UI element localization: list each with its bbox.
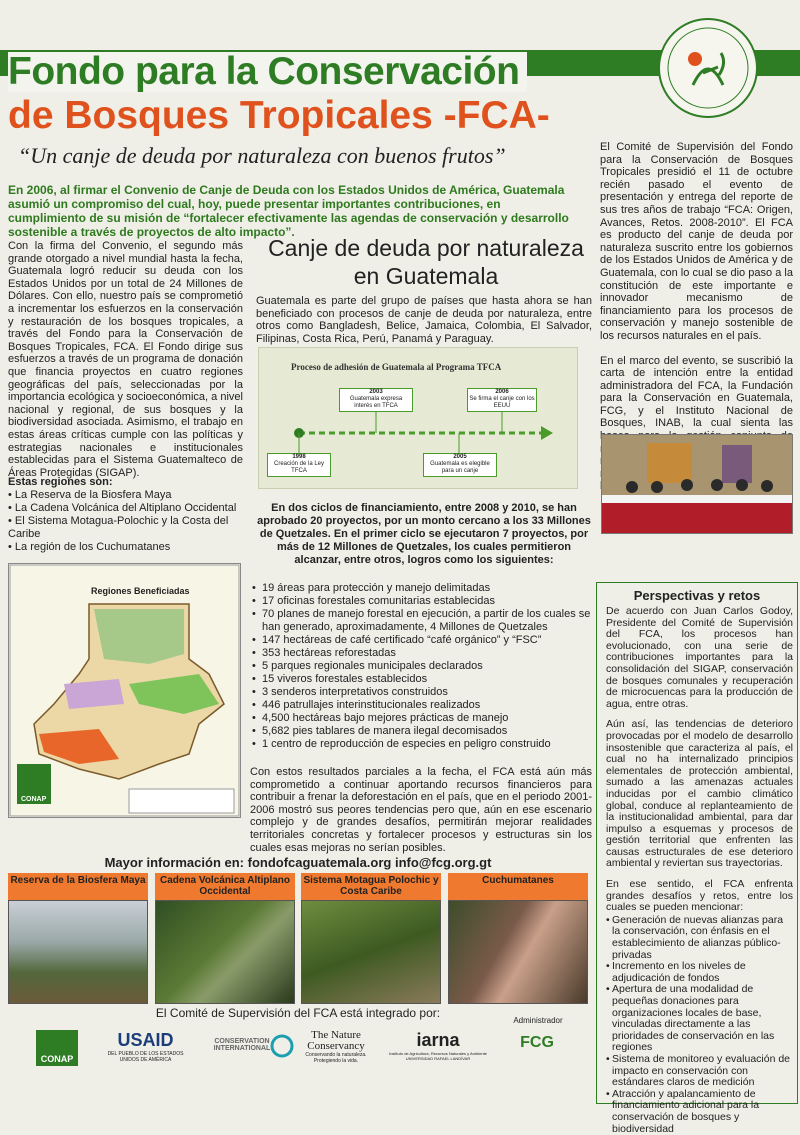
persp-paragraph: De acuerdo con Juan Carlos Godoy, Presidente del Comité de Supervisión del FCA, los procesos han evolucionado, con una serie de contribuciones importantes para la consolidación del SIGAP, conservación de bosques comunales y recuperación de microcuencas para la producción de agua, entre otras.	[606, 605, 793, 710]
region-item: • El Sistema Motagua-Polochic y la Costa del Caribe	[8, 515, 229, 540]
achievement-item: • 15 viveros forestales establecidos	[252, 673, 592, 686]
achievement-item: • 70 planes de manejo forestal en ejecución, a partir de los cuales se han generado, aproximadamente, 4 Millones de Quetzales	[252, 608, 592, 634]
col1-paragraph: Con la firma del Convenio, el segundo más grande otorgado a nivel mundial hasta la fecha, Guatemala logró reducir su deuda con los Estados Unidos por un total de 24 Millones de Dólares. Con ello, nuestro país se comprometió a incrementar los esfuerzos en la conservación y restauración de los bosques tropicales, a través del Fondo para la Conservación de Bosques Tropicales, FCA. El Fondo dirige sus esfuerzos a través de un programa de donación que financia proyectos en cuatro regiones geográficas del país, seleccionadas por la importancia ecológica y socioeconómica, a nivel nacional y regional, de sus bosques y la biodiversidad asociada. Asimismo, el trabajo en estas áreas críticas cumple con las políticas y estrategias nacionales e institucionales establecidas para el Sistema Guatemalteco de Áreas Protegidas (SIGAP).	[8, 240, 243, 479]
results-paragraph: Con estos resultados parciales a la fecha, el FCA está aún más comprometido a continuar aportando recursos financieros para contribuir a frenar la deforestación en el país, que en el periodo 2001-2006 mostró sus peores tendencias pero que, aún en ese escenario complejo y de grandes desafíos, permitirán mejorar realidades territoriales concretas y fortalecer procesos y estructuras sin los cuales esas mejoras no serían posibles.	[250, 766, 592, 854]
event-photo	[601, 434, 793, 534]
page-subtitle: “Un canje de deuda por naturaleza con buenos frutos”	[18, 143, 506, 168]
ci-logo: CONSERVATION INTERNATIONAL	[213, 1038, 271, 1052]
regions-title: Estas regiones son:	[8, 476, 113, 488]
event-year: 2005	[453, 454, 467, 460]
achievement-item: • 4,500 hectáreas bajo mejores prácticas de manejo	[252, 712, 592, 725]
photo-motagua-polochic	[301, 900, 441, 1004]
event-text: Creación de la Ley TFCA	[273, 461, 325, 474]
timeline-box	[267, 453, 331, 477]
event-text: Se firma el canje con los EEUU	[469, 396, 535, 409]
persp-paragraph: En ese sentido, el FCA enfrenta grandes desafíos y retos, entre los cuales se pueden mencionar:	[606, 878, 793, 914]
admin-label: Administrador	[513, 1016, 563, 1025]
challenge-item: • Sistema de monitoreo y evaluación de impacto en conservación con estándares claros de medición	[606, 1054, 793, 1089]
region-label: La Cadena Volcánica del Altiplano Occidental	[14, 502, 237, 514]
event-text: Guatemala es elegible para un canje	[430, 461, 490, 474]
event-photo-image	[602, 435, 792, 533]
canje-title-line2: en Guatemala	[353, 263, 499, 289]
fcg-logo: FCG	[520, 1034, 554, 1051]
committee-label: El Comité de Supervisión del FCA está integrado por:	[155, 1006, 441, 1020]
usaid-subtitle: DEL PUEBLO DE LOS ESTADOS UNIDOS DE AMÉRICA	[107, 1051, 184, 1063]
conap-map-logo: CONAP	[21, 796, 47, 803]
tnc-logo-text: The Nature Conservancy	[307, 1029, 365, 1052]
photo-caption: Cuchumatanes	[448, 873, 588, 900]
region-item: • La Reserva de la Biosfera Maya	[8, 489, 172, 501]
intro-paragraph: En 2006, al firmar el Convenio de Canje de Deuda con los Estados Unidos de América, Guatemala asumió un compromiso del cual, hoy, puede presentar importantes contribuciones, en cumplimiento de su misión de “fortalecer efectivamente las agendas de conservación y desarrollo sostenible a través de proyectos de alto impacto”.	[8, 183, 569, 239]
achievement-item: • 5 parques regionales municipales declarados	[252, 660, 592, 673]
perspectives-title: Perspectivas y retos	[633, 588, 761, 603]
regions-map	[8, 563, 241, 818]
photo-caption: Sistema Motagua Polochic y Costa Caribe	[301, 873, 441, 900]
iarna-logo-text: iarna	[416, 1030, 460, 1050]
event-text: Guatemala expresa interés en TFCA	[349, 396, 403, 409]
canje-title-line1: Canje de deuda por naturaleza	[268, 235, 584, 261]
timeline-box	[339, 388, 413, 412]
timeline-box	[467, 388, 537, 412]
partner-logos	[8, 1016, 588, 1102]
challenge-item: • Apertura de una modalidad de pequeñas donaciones para organizaciones locales de base, vinculadas directamente a las prioridades de conservación en las regiones	[606, 984, 793, 1054]
achievement-item: • 353 hectáreas reforestadas	[252, 647, 592, 660]
region-item: • La región de los Cuchumatanes	[8, 541, 171, 553]
photo-caption: Cadena Volcánica Altiplano Occidental	[155, 873, 295, 900]
tnc-logo	[296, 1030, 376, 1064]
achievement-item: • 1 centro de reproducción de especies en peligro construido	[252, 738, 592, 751]
photo-caption: Reserva de la Biosfera Maya	[8, 873, 148, 900]
tnc-subtitle: Conservando la naturaleza. Protegiendo la vida.	[305, 1052, 367, 1064]
challenge-item: • Atracción y apalancamiento de financiamiento adicional para la conservación de bosques y biodiversidad	[606, 1089, 793, 1135]
event-year: 2006	[495, 389, 509, 395]
timeline-box	[423, 453, 497, 477]
region-photos	[8, 873, 591, 1006]
col3-paragraph2: En el marco del evento, se suscribió la carta de intención entre la entidad administradora del FCA, la Fundación para la Conservación en Guatemala, FCG, y el Instituto Nacional de Bosques, INAB, la cual sienta las	[600, 354, 793, 430]
region-label: El Sistema Motagua-Polochic y la Costa del Caribe	[8, 515, 229, 540]
iarna-logo	[388, 1030, 488, 1061]
achievement-item: • 446 patrullajes interinstitucionales realizados	[252, 699, 592, 712]
event-year: 1998	[292, 454, 306, 460]
diagram-title: Proceso de adhesión de Guatemala al Programa TFCA	[291, 362, 502, 372]
photo-cadena-volcanica	[155, 900, 295, 1004]
ci-circle-icon	[270, 1034, 294, 1058]
perspectives-text	[606, 606, 793, 1135]
canje-paragraph: Guatemala es parte del grupo de países que hasta ahora se han beneficiado con procesos de canje de deuda por naturaleza, entre otros como Bangladesh, Belice, Jamaica, Colombia, El Salvador, Filipinas, Costa Rica, Perú, Panamá y Paraguay.	[256, 295, 592, 345]
usaid-logo-text: USAID	[117, 1030, 174, 1050]
canje-title	[256, 234, 596, 290]
financing-summary: En dos ciclos de financiamiento, entre 2008 y 2010, se han aprobado 20 proyectos, por un monto cercano a los 33 Millones de Quetzales. En el primer ciclo se ejecutaron 7 proyectos, por más de 12 Millones de Quetzales, los cuales permitieron alcanzar, entre otros, logros como los siguientes:	[257, 502, 591, 566]
achievement-item: • 5,682 pies tablares de manera ilegal decomisados	[252, 725, 592, 738]
region-label: La Reserva de la Biosfera Maya	[14, 489, 172, 501]
conap-logo: CONAP	[36, 1030, 78, 1066]
page-title-line1: Fondo para la Conservación	[8, 52, 527, 92]
achievement-item: • 19 áreas para protección y manejo delimitadas	[252, 582, 592, 595]
col3-paragraph1: El Comité de Supervisión del Fondo para la Conservación de Bosques Tropicales presidió el 11 de octubre recién pasado el evento de presentación y entrega del reporte de sus tres años de trabajo “FCA: Origen, Avances, Retos. 2008-2010”. El FCA es producto del canje de deuda por naturaleza suscrito entre los gobiernos de los Estados Unidos de América y de Guatemala, con lo cual se dio paso a la constitución de este importante e innovador mecanismo de financiamiento para los procesos de conservación y manejo sostenible de los recursos naturales en el país.	[600, 141, 793, 342]
challenges-list	[606, 915, 793, 1135]
iarna-subtitle: Instituto de Agricultura, Recursos Naturales y Ambiente UNIVERSIDAD RAFAEL LANDÍVAR	[389, 1051, 487, 1061]
photo-biosfera-maya	[8, 900, 148, 1004]
persp-paragraph: Aún así, las tendencias de deterioro provocadas por el modelo de desarrollo insostenible que caracteriza al país, el cual no ha internalizado principios elementales de protección ambiental, sumado a las amenazas actuales inducidas por el cambio climático global, conduce al replanteamiento de la institucionalidad ambiental, para dar impulso a esquemas y procesos de gestión territorial que enfrenten las causas estructurales de ese deterioro ambiental y reviertan sus trayectorias.	[606, 718, 793, 870]
fca-logo-icon	[663, 23, 753, 113]
fca-logo	[658, 18, 758, 118]
achievement-item: • 17 oficinas forestales comunitarias establecidas	[252, 595, 592, 608]
achievements-list	[252, 582, 592, 751]
map-title: Regiones Beneficiadas	[91, 586, 190, 596]
regions-list	[8, 476, 248, 554]
usaid-logo	[98, 1030, 193, 1063]
photo-cuchumatanes	[448, 900, 588, 1004]
event-year: 2003	[369, 389, 383, 395]
region-item: • La Cadena Volcánica del Altiplano Occidental	[8, 502, 237, 514]
challenge-item: • Generación de nuevas alianzas para la conservación, con énfasis en el establecimiento de alianzas público-privadas	[606, 915, 793, 961]
challenge-item: • Incremento en los niveles de adjudicación de fondos	[606, 961, 793, 984]
more-info[interactable]: Mayor información en: fondofcaguatemala.org info@fcg.org.gt	[104, 855, 492, 870]
page-title-line2: de Bosques Tropicales -FCA-	[8, 94, 550, 137]
guatemala-map-icon	[9, 564, 240, 817]
achievement-item: • 3 senderos interpretativos construidos	[252, 686, 592, 699]
region-label: La región de los Cuchumatanes	[14, 541, 171, 553]
tfca-process-diagram	[258, 347, 578, 489]
achievement-item: • 147 hectáreas de café certificado “café orgánico” y “FSC”	[252, 634, 592, 647]
